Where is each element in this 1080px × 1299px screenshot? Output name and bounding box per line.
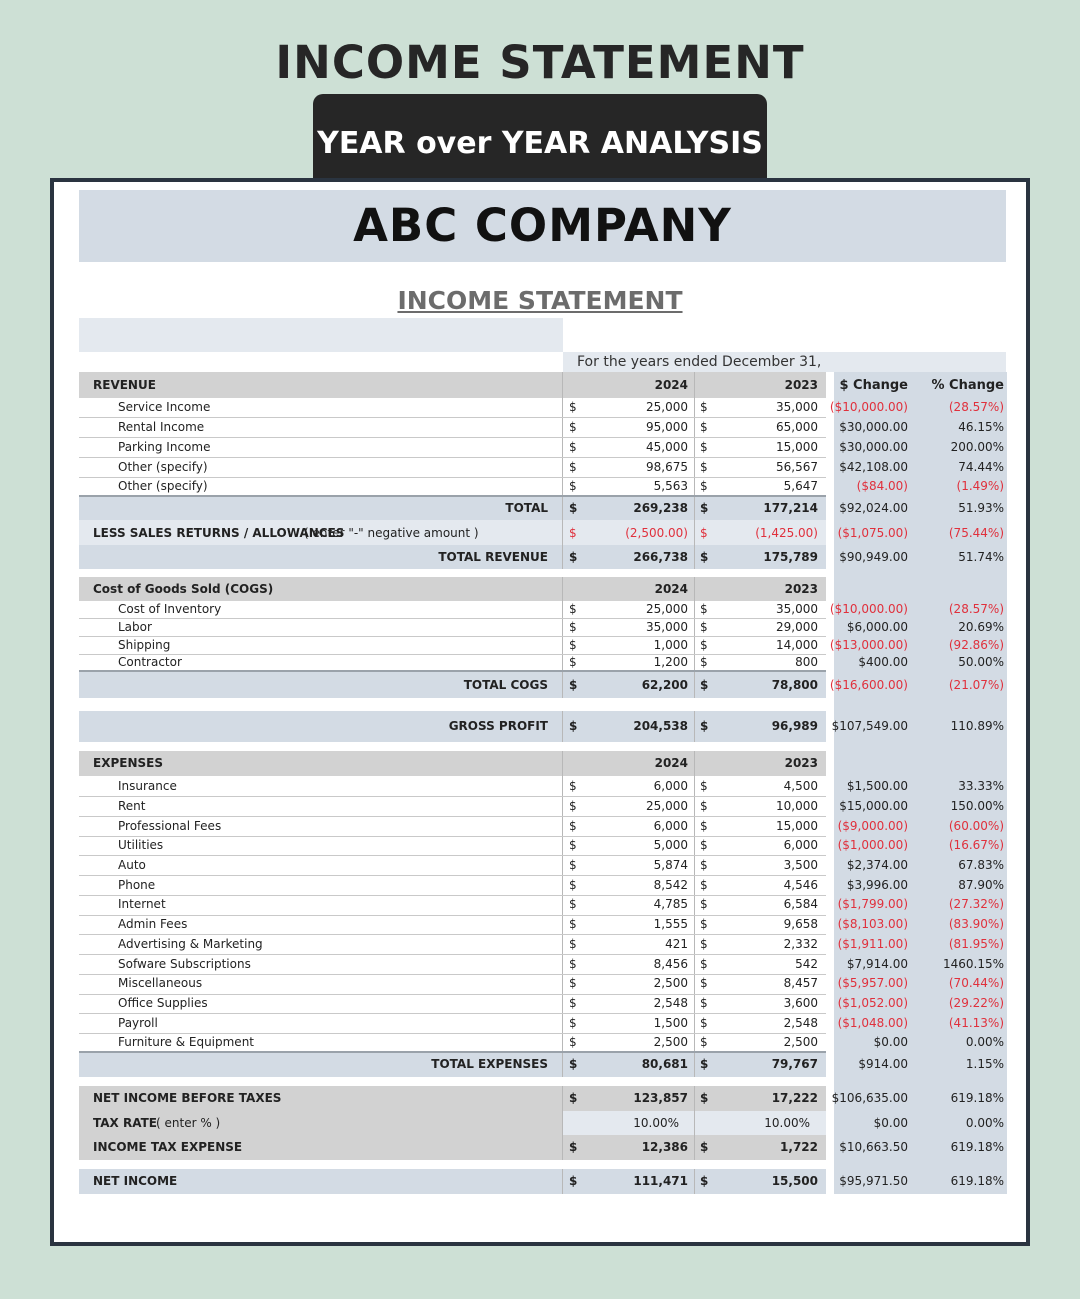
currency-symbol: $	[700, 602, 708, 616]
dollar-change: $42,108.00	[839, 460, 908, 474]
dollar-change: $6,000.00	[846, 620, 908, 634]
percent-change: (29.22%)	[948, 996, 1004, 1010]
expenses-header-bg	[79, 751, 826, 776]
value-2023[interactable]: 10,000	[776, 799, 818, 813]
dollar-change: ($1,052.00)	[837, 996, 908, 1010]
value-2023[interactable]: 14,000	[776, 638, 818, 652]
value-2023[interactable]: 5,647	[783, 479, 818, 493]
currency-symbol: $	[569, 719, 578, 733]
row-label: Sofware Subscriptions	[118, 957, 251, 971]
total-divider	[79, 495, 826, 497]
currency-symbol: $	[700, 638, 708, 652]
currency-symbol: $	[700, 957, 708, 971]
years-ended-caption: For the years ended December 31,	[563, 352, 1006, 372]
dollar-change: ($84.00)	[856, 479, 908, 493]
dollar-change: ($1,048.00)	[837, 1016, 908, 1030]
value-2024: 269,238	[633, 501, 688, 515]
dollar-change: $90,949.00	[839, 550, 908, 564]
row-label: Auto	[118, 858, 146, 872]
row-label: Office Supplies	[118, 996, 208, 1010]
value-2024: 62,200	[641, 678, 688, 692]
row-label: Labor	[118, 620, 152, 634]
dollar-change: $7,914.00	[846, 957, 908, 971]
value-2023[interactable]: 542	[795, 957, 818, 971]
currency-symbol: $	[700, 779, 708, 793]
currency-symbol: $	[569, 501, 578, 515]
percent-change: 1.15%	[965, 1057, 1004, 1071]
percent-change: 0.00%	[965, 1035, 1004, 1049]
percent-change: 0.00%	[965, 1116, 1004, 1130]
row-divider	[79, 437, 826, 438]
cogs-total-bg	[79, 671, 826, 698]
value-2024[interactable]: 5,874	[653, 858, 688, 872]
value-2023[interactable]: 35,000	[776, 602, 818, 616]
dollar-change: $0.00	[873, 1035, 908, 1049]
dollar-change: ($13,000.00)	[829, 638, 908, 652]
row-divider	[79, 636, 826, 637]
currency-symbol: $	[700, 1016, 708, 1030]
currency-symbol: $	[700, 1174, 709, 1188]
value-2024: 80,681	[641, 1057, 688, 1071]
year1-header: 2024	[654, 756, 688, 770]
currency-symbol: $	[700, 897, 708, 911]
value-2024[interactable]: 2,500	[653, 976, 688, 990]
dollar-change: $3,996.00	[846, 878, 908, 892]
percent-change: (27.32%)	[948, 897, 1004, 911]
value-2024: 111,471	[633, 1174, 688, 1188]
percent-change: 33.33%	[958, 779, 1004, 793]
dollar-change: $30,000.00	[839, 420, 908, 434]
currency-symbol: $	[569, 1057, 578, 1071]
row-label: Internet	[118, 897, 166, 911]
currency-symbol: $	[569, 678, 578, 692]
value-2024: 266,738	[633, 550, 688, 564]
currency-symbol: $	[700, 917, 708, 931]
dollar-change: $30,000.00	[839, 440, 908, 454]
row-divider	[79, 1013, 826, 1014]
currency-symbol: $	[700, 1035, 708, 1049]
currency-symbol: $	[700, 976, 708, 990]
value-2023[interactable]: 4,546	[783, 878, 818, 892]
currency-symbol: $	[700, 655, 708, 669]
currency-symbol: $	[700, 1057, 709, 1071]
percent-change: (83.90%)	[948, 917, 1004, 931]
value-2023[interactable]: 3,600	[783, 996, 818, 1010]
value-2023[interactable]: 15,000	[776, 440, 818, 454]
row-label: Payroll	[118, 1016, 158, 1030]
row-label[interactable]: Other (specify)	[118, 460, 208, 474]
currency-symbol: $	[700, 799, 708, 813]
net-income-bg	[79, 1169, 826, 1194]
row-note: ( enter % )	[156, 1116, 221, 1130]
row-label: Advertising & Marketing	[118, 937, 263, 951]
dollar-change: ($1,000.00)	[837, 838, 908, 852]
percent-change: (81.95%)	[948, 937, 1004, 951]
row-label: Rent	[118, 799, 146, 813]
value-2024: 123,857	[633, 1091, 688, 1105]
value-2024: 12,386	[641, 1140, 688, 1154]
value-2024[interactable]: 4,785	[653, 897, 688, 911]
percent-change: 67.83%	[958, 858, 1004, 872]
value-2023[interactable]: 3,500	[783, 858, 818, 872]
percent-change-header: % Change	[931, 378, 1004, 393]
row-divider	[79, 994, 826, 995]
percent-change: (41.13%)	[948, 1016, 1004, 1030]
currency-symbol: $	[700, 858, 708, 872]
percent-change: (28.57%)	[948, 400, 1004, 414]
row-label: Shipping	[118, 638, 171, 652]
year2-header: 2023	[784, 378, 818, 392]
currency-symbol: $	[569, 1016, 577, 1030]
row-label: TOTAL COGS	[463, 678, 548, 692]
dollar-change: $914.00	[858, 1057, 908, 1071]
value-2023[interactable]: 6,000	[783, 838, 818, 852]
year1-header: 2024	[654, 582, 688, 596]
grid-vline	[694, 751, 695, 1077]
year2-header: 2023	[784, 756, 818, 770]
value-2023[interactable]: 8,457	[783, 976, 818, 990]
row-divider	[79, 855, 826, 856]
currency-symbol: $	[569, 957, 577, 971]
value-2024[interactable]: 5,563	[653, 479, 688, 493]
value-2023: 15,500	[771, 1174, 818, 1188]
currency-symbol: $	[700, 420, 708, 434]
statement-title: INCOME STATEMENT	[397, 286, 683, 315]
value-2023[interactable]: 56,567	[776, 460, 818, 474]
value-2023: 17,222	[771, 1091, 818, 1105]
percent-change: 619.18%	[950, 1140, 1004, 1154]
value-2023[interactable]: 800	[795, 655, 818, 669]
row-label: GROSS PROFIT	[448, 719, 548, 733]
value-2024[interactable]: 5,000	[653, 838, 688, 852]
row-label: TAX RATE	[93, 1116, 157, 1130]
total-divider	[79, 670, 826, 672]
currency-symbol: $	[569, 655, 577, 669]
value-2024[interactable]: 95,000	[646, 420, 688, 434]
dollar-change: ($5,957.00)	[837, 976, 908, 990]
currency-symbol: $	[700, 937, 708, 951]
dollar-change: $2,374.00	[846, 858, 908, 872]
dollar-change: ($8,103.00)	[837, 917, 908, 931]
grid-vline	[694, 577, 695, 698]
row-label: Rental Income	[118, 420, 205, 434]
tax-rate-2023-input[interactable]: 10.00%	[764, 1116, 810, 1130]
dollar-change: ($10,000.00)	[829, 602, 908, 616]
grid-vline	[562, 751, 563, 1077]
row-divider	[79, 974, 826, 975]
grid-vline	[694, 372, 695, 569]
currency-symbol: $	[569, 976, 577, 990]
currency-symbol: $	[569, 838, 577, 852]
year2-header: 2023	[784, 582, 818, 596]
row-divider	[79, 875, 826, 876]
dollar-change: $15,000.00	[839, 799, 908, 813]
currency-symbol: $	[569, 858, 577, 872]
currency-symbol: $	[700, 501, 709, 515]
currency-symbol: $	[569, 1035, 577, 1049]
row-label: Miscellaneous	[118, 976, 203, 990]
value-2023[interactable]: 2,548	[783, 1016, 818, 1030]
value-2024[interactable]: 1,500	[653, 1016, 688, 1030]
dollar-change: ($1,911.00)	[837, 937, 908, 951]
dollar-change: $106,635.00	[831, 1091, 908, 1105]
grid-vline	[562, 1086, 563, 1160]
row-divider	[79, 796, 826, 797]
row-label: NET INCOME	[93, 1174, 178, 1188]
value-2024[interactable]: 25,000	[646, 602, 688, 616]
dollar-change: $95,971.50	[839, 1174, 908, 1188]
currency-symbol: $	[569, 937, 577, 951]
expenses-title: EXPENSES	[93, 756, 163, 770]
row-label: Phone	[118, 878, 156, 892]
row-label[interactable]: Other (specify)	[118, 479, 208, 493]
currency-symbol: $	[700, 878, 708, 892]
currency-symbol: $	[569, 819, 577, 833]
dollar-change: ($16,600.00)	[829, 678, 908, 692]
row-divider	[79, 915, 826, 916]
value-2024[interactable]: 2,548	[653, 996, 688, 1010]
currency-symbol: $	[569, 479, 577, 493]
row-divider	[79, 934, 826, 935]
value-2024[interactable]: 8,456	[653, 957, 688, 971]
currency-symbol: $	[569, 996, 577, 1010]
value-2023[interactable]: 4,500	[783, 779, 818, 793]
row-divider	[79, 618, 826, 619]
dollar-change: $0.00	[873, 1116, 908, 1130]
currency-symbol: $	[569, 602, 577, 616]
percent-change: 74.44%	[958, 460, 1004, 474]
row-label: Utilities	[118, 838, 164, 852]
grid-vline	[562, 711, 563, 742]
currency-symbol: $	[700, 550, 709, 564]
percent-change: 200.00%	[950, 440, 1004, 454]
dollar-change: ($10,000.00)	[829, 400, 908, 414]
row-label: TOTAL EXPENSES	[431, 1057, 548, 1071]
percent-change: 619.18%	[950, 1091, 1004, 1105]
currency-symbol: $	[700, 1140, 709, 1154]
subtitle-banner: YEAR over YEAR ANALYSIS	[313, 94, 767, 186]
currency-symbol: $	[569, 440, 577, 454]
row-divider	[79, 836, 826, 837]
row-divider	[79, 816, 826, 817]
company-name: ABC COMPANY	[79, 190, 1006, 262]
value-2024[interactable]: 45,000	[646, 440, 688, 454]
value-2023[interactable]: 2,500	[783, 1035, 818, 1049]
percent-change: (60.00%)	[948, 819, 1004, 833]
percent-change: 20.69%	[958, 620, 1004, 634]
value-2023[interactable]: (1,425.00)	[755, 526, 818, 540]
dollar-change: $10,663.50	[839, 1140, 908, 1154]
row-label: Furniture & Equipment	[118, 1035, 255, 1049]
value-2024[interactable]: 6,000	[653, 819, 688, 833]
row-divider	[79, 1033, 826, 1034]
currency-symbol: $	[700, 819, 708, 833]
currency-symbol: $	[569, 799, 577, 813]
dollar-change: $400.00	[858, 655, 908, 669]
grid-vline	[694, 1169, 695, 1194]
row-label: TOTAL	[505, 501, 548, 515]
grid-vline	[562, 372, 563, 569]
currency-symbol: $	[700, 460, 708, 474]
currency-symbol: $	[700, 400, 708, 414]
row-label: Professional Fees	[118, 819, 222, 833]
dollar-change-header: $ Change	[839, 378, 908, 393]
percent-change: (75.44%)	[948, 526, 1004, 540]
currency-symbol: $	[569, 460, 577, 474]
grid-vline	[562, 1169, 563, 1194]
percent-change: 50.00%	[958, 655, 1004, 669]
value-2024[interactable]: 6,000	[653, 779, 688, 793]
currency-symbol: $	[700, 526, 708, 540]
value-2024[interactable]: 98,675	[646, 460, 688, 474]
dollar-change: ($1,075.00)	[837, 526, 908, 540]
value-2023: 96,989	[771, 719, 818, 733]
revenue-total-bg	[79, 496, 826, 520]
value-2023: 79,767	[771, 1057, 818, 1071]
cogs-title: Cost of Goods Sold (COGS)	[93, 582, 274, 596]
value-2023[interactable]: 6,584	[783, 897, 818, 911]
dollar-change: $1,500.00	[846, 779, 908, 793]
currency-symbol: $	[700, 838, 708, 852]
value-2024[interactable]: 421	[665, 937, 688, 951]
currency-symbol: $	[700, 620, 708, 634]
page-title: INCOME STATEMENT	[275, 36, 805, 89]
percent-change: (1.49%)	[956, 479, 1004, 493]
value-2024[interactable]: 1,555	[653, 917, 688, 931]
row-label: INCOME TAX EXPENSE	[93, 1140, 243, 1154]
value-2023[interactable]: 35,000	[776, 400, 818, 414]
row-divider	[79, 477, 826, 478]
currency-symbol: $	[569, 897, 577, 911]
percent-change: (70.44%)	[948, 976, 1004, 990]
tax-rate-2024-input[interactable]: 10.00%	[633, 1116, 679, 1130]
row-label: Insurance	[118, 779, 177, 793]
dollar-change: $92,024.00	[839, 501, 908, 515]
year1-header: 2024	[654, 378, 688, 392]
currency-symbol: $	[700, 678, 709, 692]
currency-symbol: $	[569, 620, 577, 634]
row-divider	[79, 895, 826, 896]
currency-symbol: $	[700, 1091, 709, 1105]
dollar-change: $107,549.00	[831, 719, 908, 733]
currency-symbol: $	[569, 638, 577, 652]
input-cell-blank[interactable]	[79, 318, 563, 352]
value-2023: 175,789	[763, 550, 818, 564]
percent-change: (16.67%)	[948, 838, 1004, 852]
row-label: TOTAL REVENUE	[438, 550, 548, 564]
revenue-header-bg	[79, 372, 826, 398]
grid-vline	[694, 1086, 695, 1160]
row-label: Parking Income	[118, 440, 211, 454]
currency-symbol: $	[700, 996, 708, 1010]
row-divider	[79, 654, 826, 655]
percent-change: 110.89%	[950, 719, 1004, 733]
grid-vline	[694, 711, 695, 742]
percent-change: 46.15%	[958, 420, 1004, 434]
currency-symbol: $	[569, 400, 577, 414]
value-2023[interactable]: 9,658	[783, 917, 818, 931]
value-2023: 78,800	[771, 678, 818, 692]
currency-symbol: $	[569, 550, 578, 564]
value-2024: 204,538	[633, 719, 688, 733]
value-2023: 177,214	[763, 501, 818, 515]
currency-symbol: $	[569, 779, 577, 793]
row-label: NET INCOME BEFORE TAXES	[93, 1091, 282, 1105]
value-2023[interactable]: 29,000	[776, 620, 818, 634]
currency-symbol: $	[700, 440, 708, 454]
value-2024[interactable]: 25,000	[646, 799, 688, 813]
value-2023: 1,722	[780, 1140, 818, 1154]
currency-symbol: $	[569, 526, 577, 540]
percent-change: 51.74%	[958, 550, 1004, 564]
currency-symbol: $	[569, 917, 577, 931]
row-divider	[79, 417, 826, 418]
row-label: Cost of Inventory	[118, 602, 222, 616]
currency-symbol: $	[569, 1091, 578, 1105]
row-label: LESS SALES RETURNS / ALLOWANCES	[93, 526, 345, 540]
grid-vline	[562, 577, 563, 698]
value-2023[interactable]: 15,000	[776, 819, 818, 833]
currency-symbol: $	[569, 420, 577, 434]
row-label: Service Income	[118, 400, 211, 414]
revenue-title: REVENUE	[93, 378, 156, 392]
value-2024[interactable]: (2,500.00)	[625, 526, 688, 540]
value-2024[interactable]: 8,542	[653, 878, 688, 892]
value-2024[interactable]: 1,200	[653, 655, 688, 669]
currency-symbol: $	[700, 479, 708, 493]
percent-change: 1460.15%	[942, 957, 1004, 971]
dollar-change: ($9,000.00)	[837, 819, 908, 833]
value-2023[interactable]: 65,000	[776, 420, 818, 434]
percent-change: 51.93%	[958, 501, 1004, 515]
total-divider	[79, 1051, 826, 1053]
percent-change: (21.07%)	[948, 678, 1004, 692]
row-divider	[79, 457, 826, 458]
row-label: Contractor	[118, 655, 182, 669]
currency-symbol: $	[569, 1140, 578, 1154]
currency-symbol: $	[700, 719, 709, 733]
percent-change: 619.18%	[950, 1174, 1004, 1188]
percent-change: (92.86%)	[948, 638, 1004, 652]
percent-change: 87.90%	[958, 878, 1004, 892]
dollar-change: ($1,799.00)	[837, 897, 908, 911]
currency-symbol: $	[569, 878, 577, 892]
value-2023[interactable]: 2,332	[783, 937, 818, 951]
value-2024[interactable]: 25,000	[646, 400, 688, 414]
currency-symbol: $	[569, 1174, 578, 1188]
value-2024[interactable]: 35,000	[646, 620, 688, 634]
row-divider	[79, 954, 826, 955]
value-2024[interactable]: 2,500	[653, 1035, 688, 1049]
percent-change: (28.57%)	[948, 602, 1004, 616]
row-note: ( enter "-" negative amount )	[304, 526, 479, 540]
percent-change: 150.00%	[950, 799, 1004, 813]
value-2024[interactable]: 1,000	[653, 638, 688, 652]
row-label: Admin Fees	[118, 917, 188, 931]
